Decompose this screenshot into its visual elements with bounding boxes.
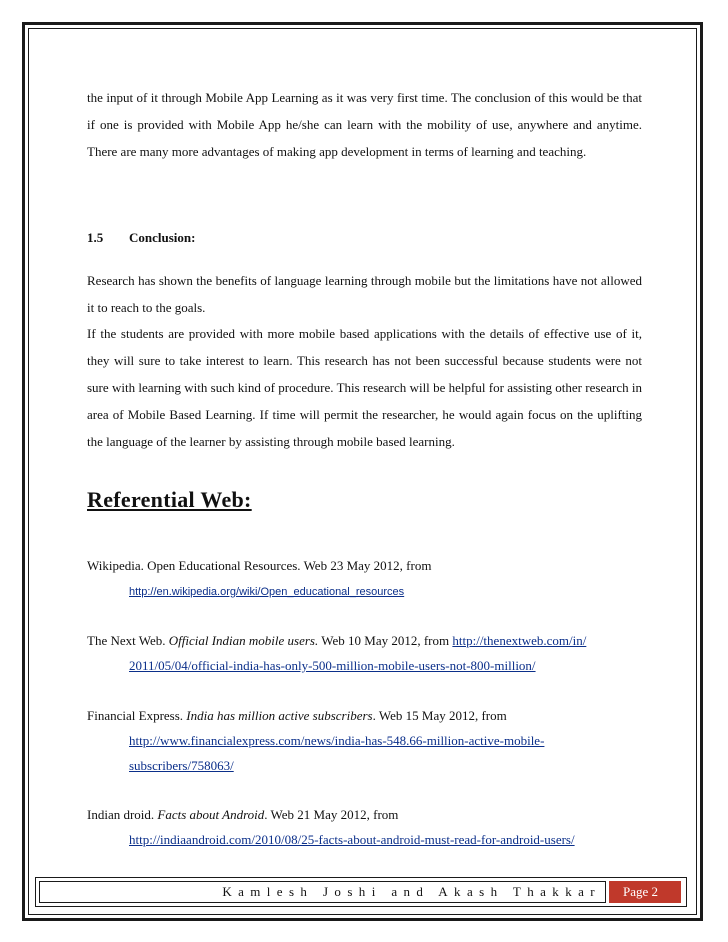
ref-link[interactable]: http://thenextweb.com/in/: [452, 633, 587, 648]
ref-title: Open Educational Resources.: [147, 558, 301, 573]
ref-link-continued[interactable]: 2011/05/04/official-india-has-only-500-million-mobile-users-not-800-million/: [129, 658, 536, 673]
ref-title: Facts about Android: [157, 807, 265, 822]
section-title: Conclusion:: [129, 230, 196, 245]
ref-source: Financial Express.: [87, 708, 184, 723]
section-heading: [87, 230, 195, 246]
ref-accessed: . Web 15 May 2012, from: [372, 708, 507, 723]
intro-paragraph: the input of it through Mobile App Learning as it was very first time. The conclusion of this would be that if one is provided with Mobile App he/she can learn with the mobility of use, anywhere and anytime. There are many more advantages of making app development in terms of learning and teaching.: [87, 90, 642, 159]
ref-source: Indian droid.: [87, 807, 155, 822]
ref-link-continued[interactable]: subscribers/758063/: [129, 758, 234, 773]
ref-source: Wikipedia.: [87, 558, 144, 573]
ref-title: Official Indian mobile users.: [168, 633, 319, 648]
section-number: 1.5: [87, 230, 104, 245]
reference-item: [87, 802, 647, 852]
ref-accessed: . Web 21 May 2012, from: [264, 807, 399, 822]
intro-block: [87, 84, 642, 165]
ref-title: India has million active subscribers: [186, 708, 373, 723]
reference-item: [87, 628, 647, 678]
footer-authors: Kamlesh Joshi and Akash Thakkar: [39, 881, 606, 903]
page-number: Page 2: [609, 881, 681, 903]
conclusion-paragraph-2: If the students are provided with more mobile based applications with the details of effective use of it, they will sure to take interest to learn. This research has not been successful because students were not sure with learning with such kind of procedure. This research will be helpful for assisting other research in area of Mobile Based Learning. If time will permit the researcher, he would again focus on the uplifting the language of the learner by assisting through mobile based learning.: [87, 326, 642, 449]
ref-link[interactable]: http://www.financialexpress.com/news/india-has-548.66-million-active-mobile-: [129, 733, 545, 748]
page-footer: [35, 877, 687, 907]
conclusion-paragraph-1: Research has shown the benefits of language learning through mobile but the limitations have not allowed it to reach to the goals.: [87, 273, 642, 315]
ref-link[interactable]: http://indiaandroid.com/2010/08/25-facts-about-android-must-read-for-android-users/: [129, 832, 575, 847]
ref-accessed: Web 10 May 2012, from: [321, 633, 450, 648]
references-heading: Referential Web:: [87, 487, 252, 512]
ref-source: The Next Web.: [87, 633, 166, 648]
ref-accessed: Web 23 May 2012, from: [303, 558, 432, 573]
ref-link[interactable]: http://en.wikipedia.org/wiki/Open_educational_resources: [129, 586, 405, 598]
reference-item: [87, 553, 647, 605]
reference-item: [87, 703, 647, 778]
